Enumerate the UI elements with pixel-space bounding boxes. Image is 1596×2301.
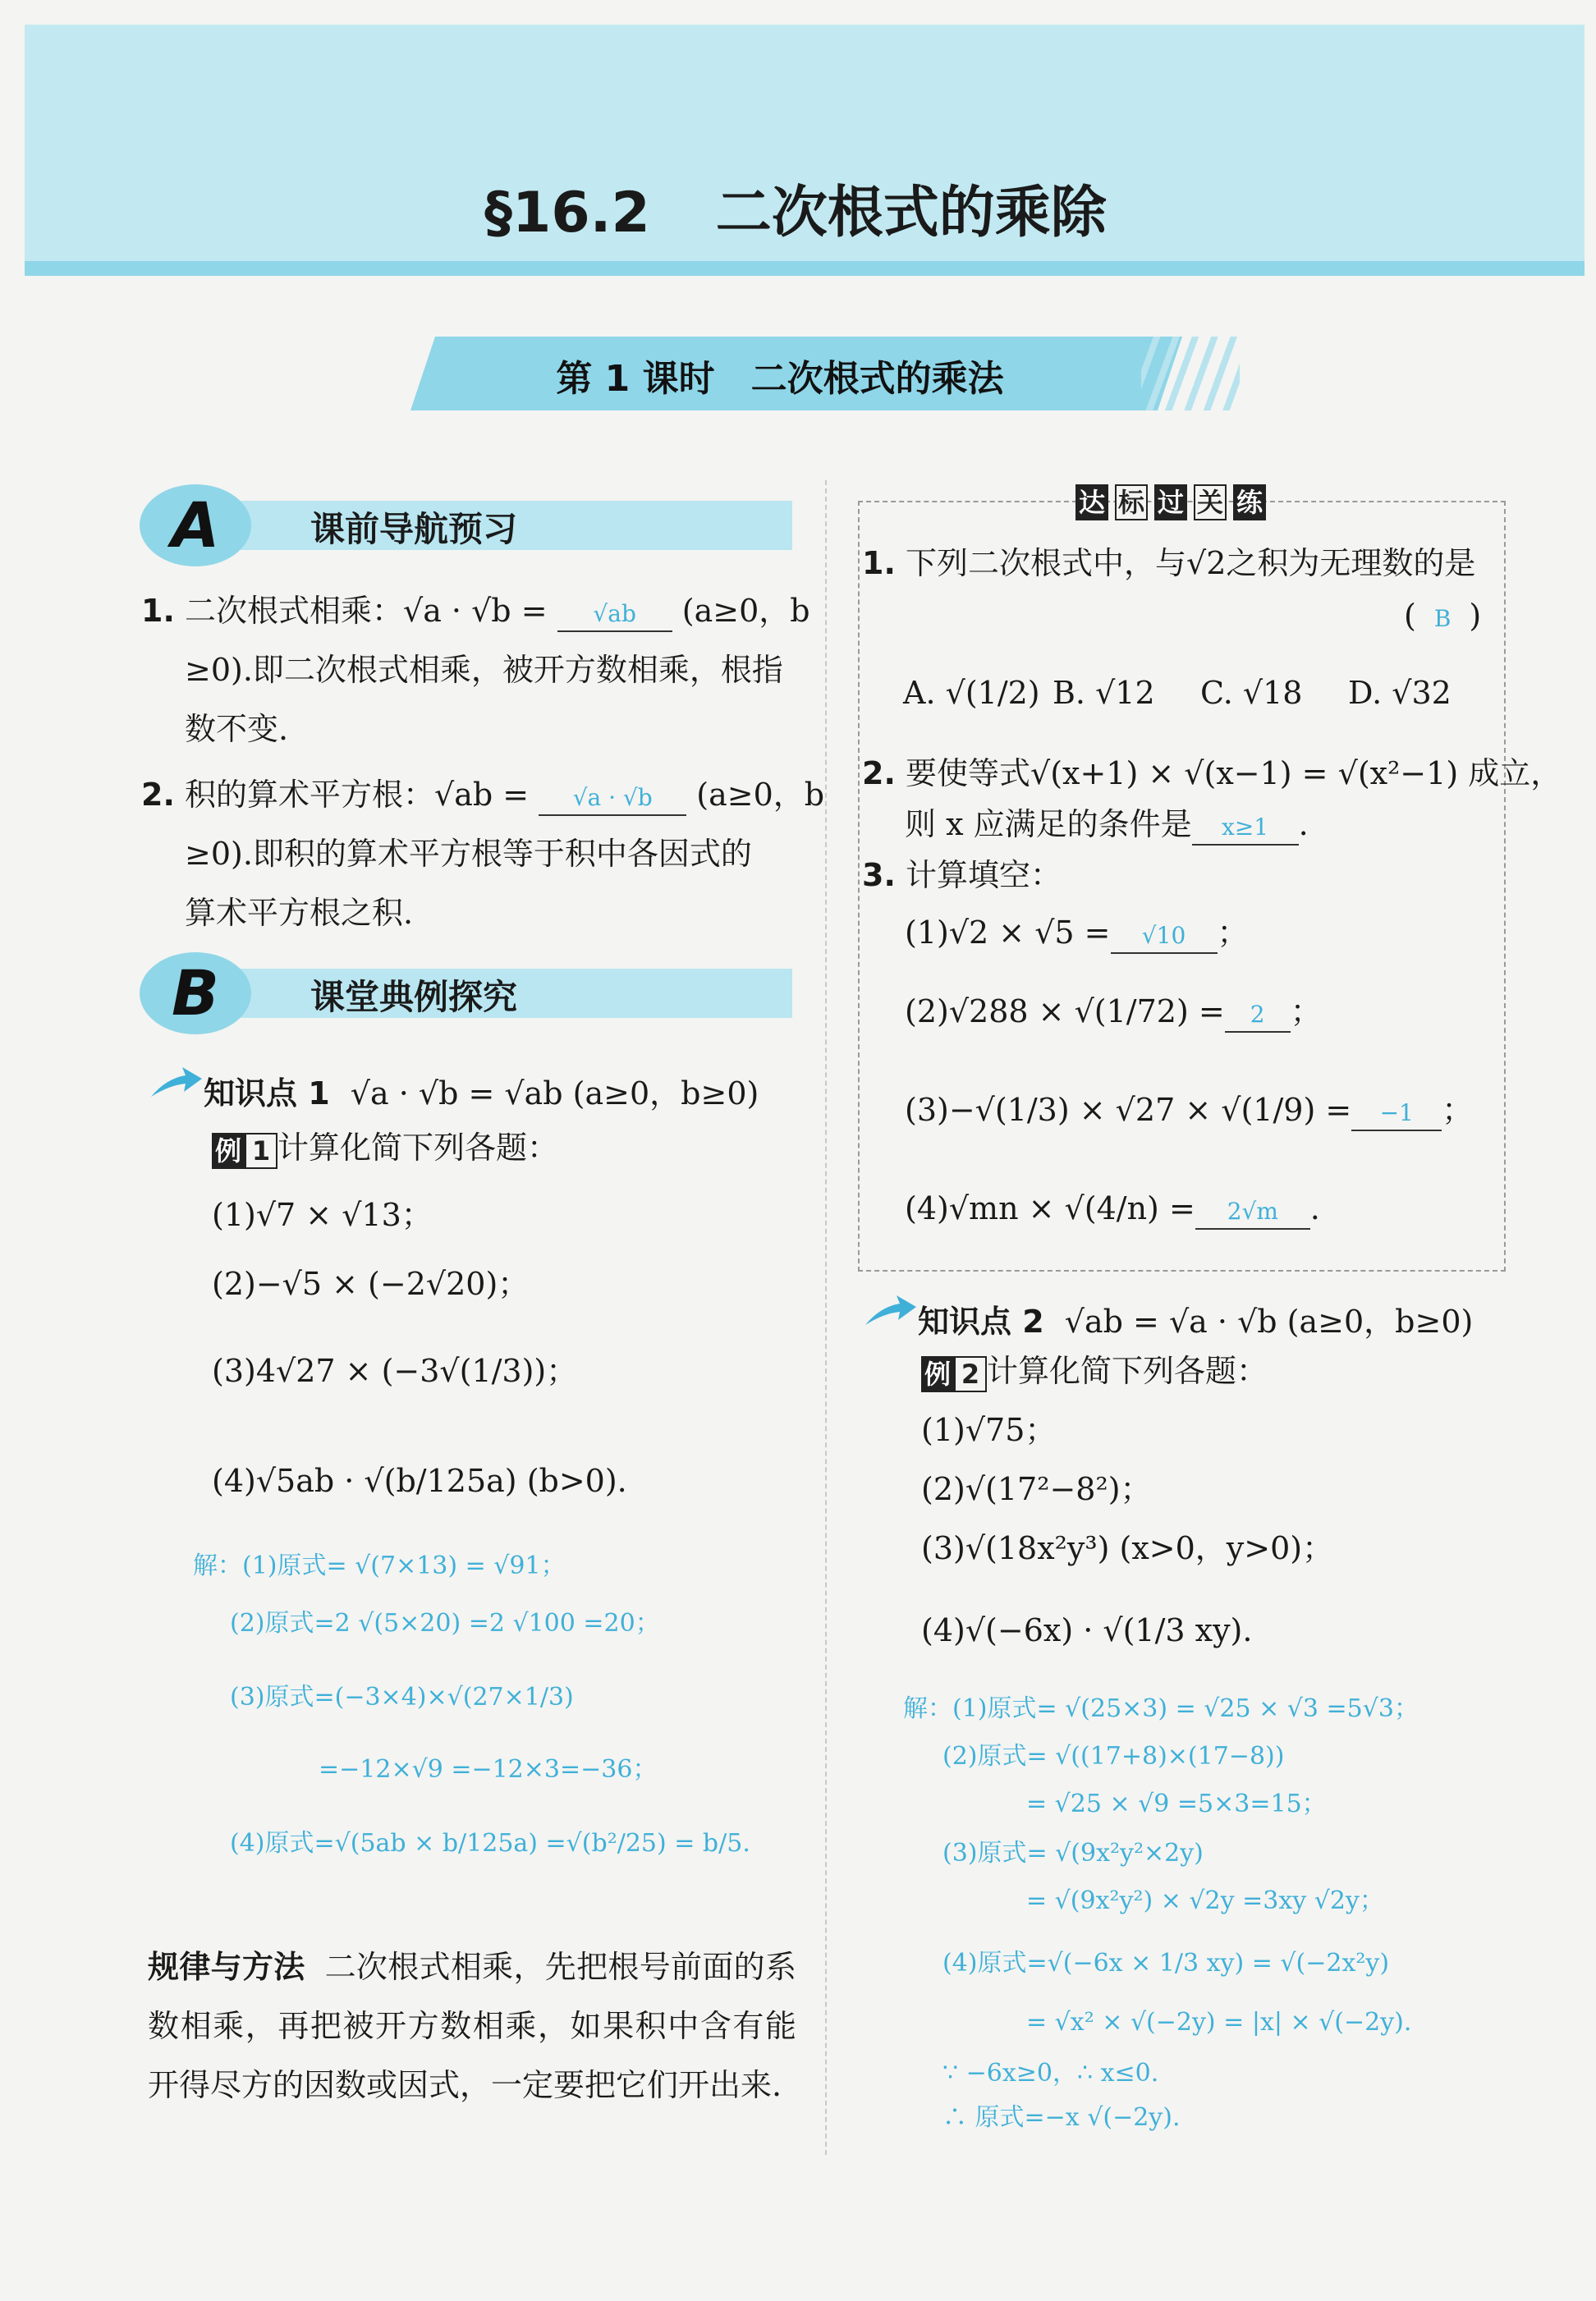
answer-blank: √ab [557,598,672,632]
example-1-prompt: 计算化简下列各题： [277,1130,559,1166]
option-a: A. √(1/2) [903,675,1040,711]
example-2-item: (4)√(−6x) · √(1/3 xy). [921,1612,1253,1648]
banner-underline [25,261,1585,276]
section-number: §16.2 [484,181,650,245]
practice-q2: 2. 要使等式√(x+1) × √(x−1) = √(x²−1) 成立， [862,755,1562,791]
answer-blank: √10 [1111,919,1218,954]
practice-q3-item: (4)√mn × √(4/n) = 2√m . [905,1179,1320,1238]
section-b-badge: B [140,952,251,1034]
practice-q1: 1. 下列二次根式中，与√2之积为无理数的是 [862,545,1476,581]
example-2-solution-line: ∵ −6x≥0，∴ x≤0. [942,2059,1159,2088]
example-1-item: (2)−√5 × (−2√20)； [212,1266,530,1302]
example-1-solution-line: 解：(1)原式= √(7×13) = √91； [193,1552,566,1580]
option-c: C. √18 [1200,675,1303,711]
example-2-solution-line: (3)原式= √(9x²y²×2y) [942,1839,1204,1868]
practice-q3-item: (1)√2 × √5 = √10 ； [905,903,1249,962]
example-badge: 例 [212,1133,245,1169]
option-b: B. √12 [1053,675,1155,711]
example-1-item: (1)√7 × √13； [212,1197,433,1233]
chapter-title [484,168,1107,248]
method-label: 规律与方法 [148,1949,305,1985]
arrow-icon [862,1292,920,1330]
answer-blank: x≥1 [1192,811,1299,846]
example-1-solution-line: (4)原式=√(5ab × b/125a) =√(b²/25) = b/5. [230,1829,750,1858]
example-badge: 例 [921,1356,954,1392]
lesson-ribbon-stripes [1141,337,1240,410]
preview-item-1: 1. 二次根式相乘：√a · √b = √ab (a≥0，b [141,581,810,640]
example-2-item: (1)√75； [921,1412,1057,1448]
arrow-icon [148,1064,205,1102]
preview-item-2-line3: 算术平方根之积. [185,895,414,931]
answer-blank: −1 [1351,1097,1442,1131]
practice-q2-line2: 则 x 应满足的条件是 x≥1 . [905,795,1309,854]
example-2-solution-line: ∴ 原式=−x √(−2y). [942,2103,1181,2132]
example-2-solution-line: = √25 × √9 =5×3=15； [1026,1790,1327,1818]
preview-item-1-line3: 数不变. [185,711,289,747]
knowledge-point-2-label: 知识点 2 [918,1304,1044,1340]
example-2-solution-line: = √(9x²y²) × √2y =3xy √2y； [1026,1886,1384,1915]
section-title: 二次根式的乘除 [715,181,1107,245]
knowledge-point-1-formula: √a · √b = √ab (a≥0，b≥0) [350,1075,759,1112]
example-number: 2 [954,1356,987,1392]
example-2-solution-line: 解：(1)原式= √(25×3) = √25 × √3 =5√3； [903,1694,1419,1723]
knowledge-point-1-label: 知识点 1 [204,1075,330,1112]
section-a-title: 课前导航预习 [310,509,518,549]
knowledge-point-2-formula: √ab = √a · √b (a≥0，b≥0) [1064,1304,1474,1340]
example-2-header [921,1341,1268,1400]
knowledge-point-1 [204,1064,759,1123]
example-1-solution-line: (2)原式=2 √(5×20) =2 √100 =20； [230,1609,660,1638]
example-2-item: (2)√(17²−8²)； [921,1471,1152,1507]
preview-item-2: 2. 积的算术平方根：√ab = √a · √b (a≥0，b [141,765,824,824]
option-d: D. √32 [1348,675,1452,711]
example-2-solution-line: = √x² × √(−2y) = |x| × √(−2y). [1026,2008,1412,2037]
column-divider [825,480,827,2155]
answer-blank: 2√m [1195,1195,1310,1230]
answer-blank: 2 [1225,998,1291,1033]
practice-q3-item: (3)−√(1/3) × √27 × √(1/9) = −1 ； [905,1080,1473,1139]
example-1-header [212,1118,558,1177]
example-1-item: (4)√5ab · √(b/125a) (b>0). [212,1463,627,1499]
section-a-badge: A [140,484,251,566]
practice-q3-item: (2)√288 × √(1/72) = 2 ； [905,982,1322,1041]
example-2-prompt: 计算化简下列各题： [987,1353,1268,1389]
preview-item-2-line2: ≥0).即积的算术平方根等于积中各因式的 [185,836,752,872]
practice-q1-answer: ( B ) [1404,598,1482,634]
example-1-item: (3)4√27 × (−3√(1/3))； [212,1353,578,1389]
lesson-title: 第 1 课时 二次根式的乘法 [556,358,1004,400]
method-text: 二次根式相乘，先把根号前面的系数相乘，再把被开方数相乘，如果积中含有能开得尽方的因数或因式，一定要把它们开出来. [148,1949,796,2103]
practice-q3: 3. 计算填空： [862,857,1062,893]
section-b-title: 课堂典例探究 [310,977,518,1017]
example-2-item: (3)√(18x²y³) (x>0，y>0)； [921,1530,1334,1566]
answer-blank: √a · √b [539,782,686,816]
example-1-solution-line: =−12×√9 =−12×3=−36； [319,1755,658,1784]
example-2-solution-line: (2)原式= √((17+8)×(17−8)) [942,1742,1285,1771]
preview-item-1-line2: ≥0).即二次根式相乘，被开方数相乘，根指 [185,652,783,688]
method-tip [148,1937,796,2115]
example-2-solution-line: (4)原式=√(−6x × 1/3 xy) = √(−2x²y) [942,1949,1390,1978]
practice-header: 达 标 过 关 练 [1075,484,1273,520]
example-1-solution-line: (3)原式=(−3×4)×√(27×1/3) [230,1683,574,1712]
example-number: 1 [245,1133,277,1169]
